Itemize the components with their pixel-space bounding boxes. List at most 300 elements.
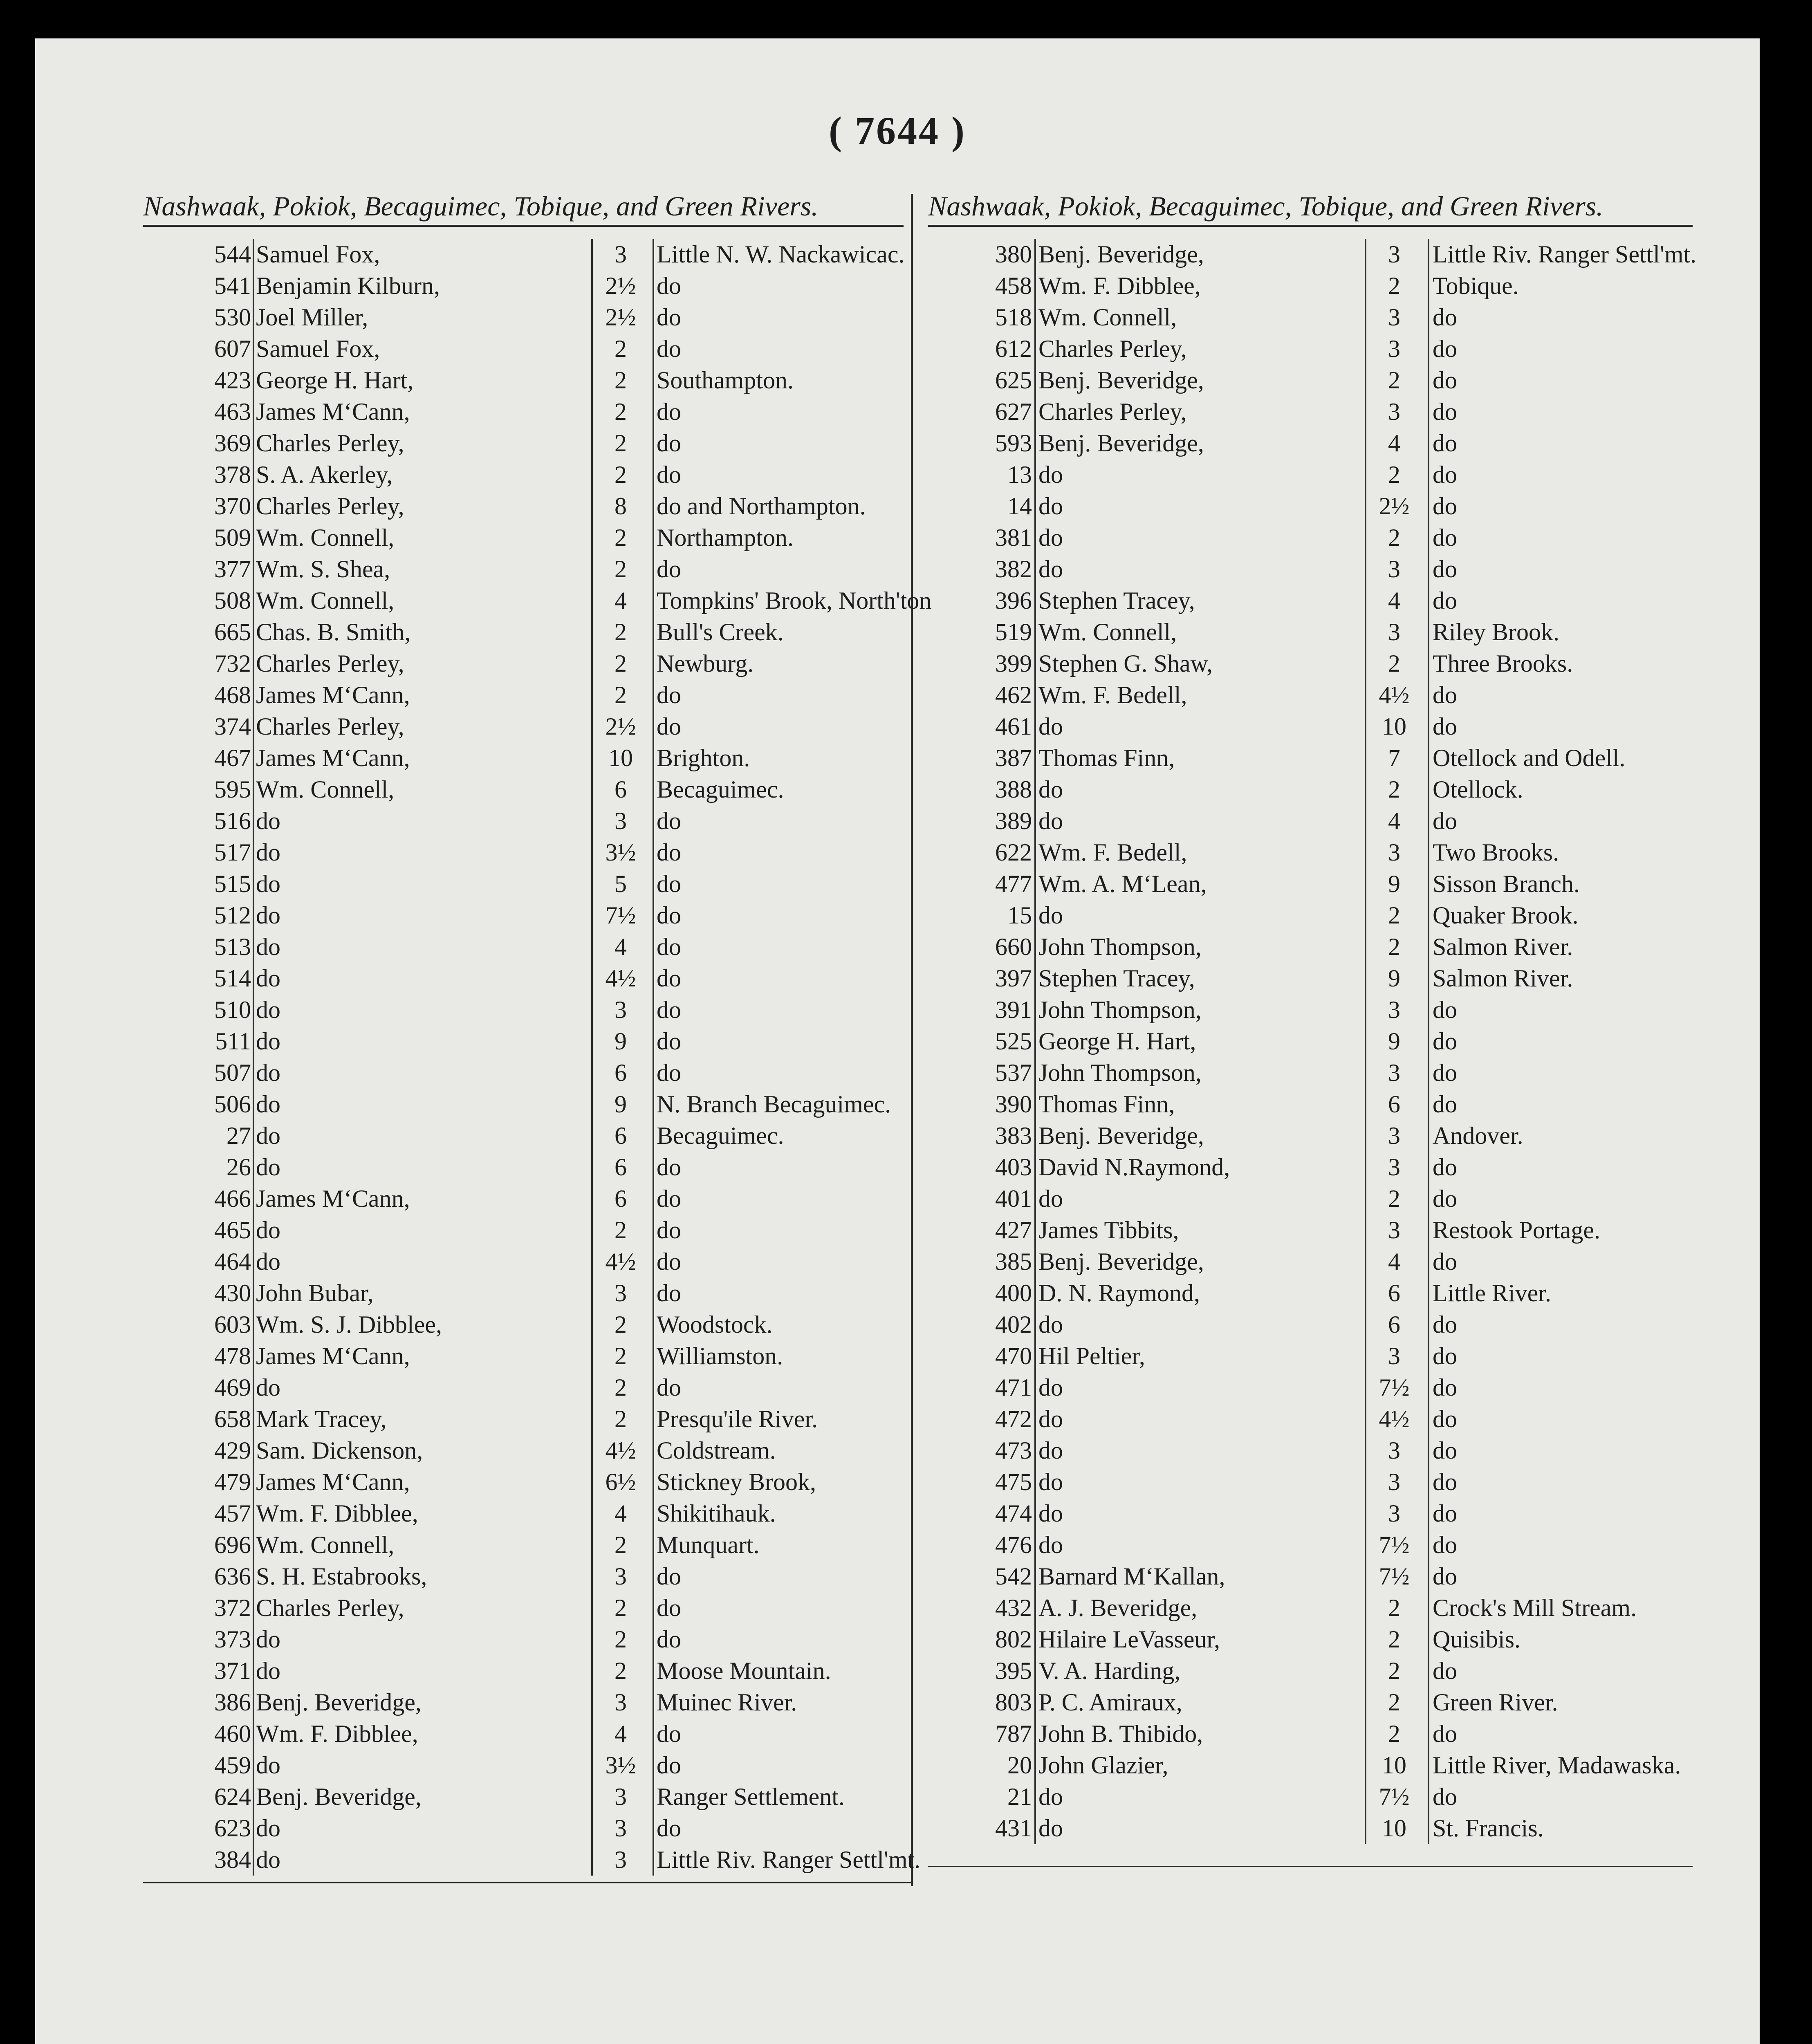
location: N. Branch Becaguimec.	[657, 1091, 891, 1118]
location: Little N. W. Nackawicac.	[657, 241, 905, 268]
grantee-name: do	[1038, 1311, 1063, 1338]
quantity: 3	[614, 807, 627, 834]
grantee-name: James Tibbits,	[1038, 1217, 1179, 1244]
grantee-name: do	[1038, 493, 1063, 520]
location: Williamston.	[657, 1342, 783, 1369]
quantity: 7½	[1379, 1531, 1410, 1558]
quantity: 6	[614, 1185, 627, 1212]
quantity: 4	[614, 1720, 627, 1747]
lot-number: 513	[214, 933, 251, 960]
lot-number: 384	[214, 1846, 251, 1873]
lot-number: 473	[995, 1437, 1032, 1464]
quantity: 2	[1388, 461, 1400, 488]
location: Salmon River.	[1433, 965, 1573, 992]
location: do	[657, 1154, 681, 1181]
quantity: 2	[614, 1217, 627, 1244]
lot-number: 510	[214, 996, 251, 1023]
location: do	[1433, 1437, 1457, 1464]
grantee-name: Samuel Fox,	[256, 335, 380, 362]
lot-number: 514	[214, 965, 251, 992]
grantee-name: do	[256, 1059, 280, 1086]
quantity: 4½	[1379, 1405, 1410, 1432]
location: do	[1433, 1468, 1457, 1495]
lot-number: 391	[995, 996, 1032, 1023]
location: do	[1433, 1091, 1457, 1118]
lot-number: 544	[214, 241, 251, 268]
quantity: 8	[614, 493, 627, 520]
quantity: 4	[1388, 430, 1400, 457]
lot-number: 478	[214, 1342, 251, 1369]
grantee-name: James M‘Cann,	[256, 1185, 410, 1212]
grantee-name: John Thompson,	[1038, 1059, 1202, 1086]
grantee-name: Wm. Connell,	[1038, 304, 1177, 331]
grantee-name: do	[1038, 776, 1063, 803]
lot-number: 400	[995, 1280, 1032, 1307]
quantity: 2	[614, 681, 627, 708]
lot-number: 377	[214, 556, 251, 583]
location: do	[1433, 461, 1457, 488]
grantee-name: do	[1038, 1500, 1063, 1527]
grantee-name: Wm. F. Bedell,	[1038, 839, 1187, 866]
grantee-name: do	[256, 1374, 280, 1401]
lot-number: 627	[995, 398, 1032, 425]
lot-number: 387	[995, 744, 1032, 771]
grantee-name: Benj. Beveridge,	[1038, 241, 1204, 268]
grantee-name: do	[1038, 1531, 1063, 1558]
grantee-name: David N.Raymond,	[1038, 1154, 1230, 1181]
quantity: 7	[1388, 744, 1400, 771]
grantee-name: Wm. Connell,	[256, 776, 395, 803]
quantity: 4	[614, 933, 627, 960]
grantee-name: Hil Peltier,	[1038, 1342, 1145, 1369]
location: do	[1433, 1028, 1457, 1055]
grantee-name: do	[256, 1815, 280, 1842]
grantee-name: Thomas Finn,	[1038, 744, 1175, 771]
grantee-name: Benj. Beveridge,	[1038, 1248, 1204, 1275]
grantee-name: Wm. F. Dibblee,	[256, 1500, 418, 1527]
grantee-name: do	[1038, 902, 1063, 929]
lot-number: 518	[995, 304, 1032, 331]
location: do	[657, 870, 681, 897]
lot-number: 732	[214, 650, 251, 677]
lot-number: 537	[995, 1059, 1032, 1086]
location: do	[1433, 1059, 1457, 1086]
grantee-name: S. A. Akerley,	[256, 461, 393, 488]
grantee-name: Charles Perley,	[256, 1594, 404, 1621]
location: do	[657, 713, 681, 740]
lot-number: 26	[226, 1154, 251, 1181]
grantee-name: Benj. Beveridge,	[1038, 1122, 1204, 1149]
quantity: 3½	[605, 1752, 636, 1779]
grantee-name: George H. Hart,	[1038, 1028, 1196, 1055]
quantity: 4½	[605, 1437, 636, 1464]
location: do	[657, 1028, 681, 1055]
lot-number: 479	[214, 1468, 251, 1495]
quantity: 2	[1388, 1720, 1400, 1747]
lot-number: 466	[214, 1185, 251, 1212]
quantity: 3	[1388, 839, 1400, 866]
quantity: 3	[614, 1815, 627, 1842]
location: do	[1433, 1374, 1457, 1401]
lot-number: 27	[226, 1122, 251, 1149]
lot-number: 507	[214, 1059, 251, 1086]
grantee-name: Charles Perley,	[256, 493, 404, 520]
right-header-rule	[928, 225, 1693, 227]
quantity: 3	[1388, 1500, 1400, 1527]
lot-number: 374	[214, 713, 251, 740]
quantity: 6	[614, 1154, 627, 1181]
location: do	[657, 1563, 681, 1590]
grantee-name: do	[256, 902, 280, 929]
quantity: 6	[1388, 1091, 1400, 1118]
lot-number: 515	[214, 870, 251, 897]
quantity: 10	[608, 744, 633, 771]
location: do	[1433, 556, 1457, 583]
quantity: 2	[1388, 933, 1400, 960]
quantity: 2	[614, 1342, 627, 1369]
lot-number: 595	[214, 776, 251, 803]
location: do	[1433, 1720, 1457, 1747]
location: Tompkins' Brook, North'ton	[657, 587, 932, 614]
location: do	[1433, 524, 1457, 551]
location: Coldstream.	[657, 1437, 776, 1464]
lot-number: 370	[214, 493, 251, 520]
lot-number: 469	[214, 1374, 251, 1401]
quantity: 3	[614, 996, 627, 1023]
lot-number: 430	[214, 1280, 251, 1307]
location: do	[1433, 996, 1457, 1023]
lot-number: 460	[214, 1720, 251, 1747]
location: do	[1433, 367, 1457, 394]
grantee-name: do	[256, 996, 280, 1023]
quantity: 7½	[1379, 1563, 1410, 1590]
quantity: 5	[614, 870, 627, 897]
lot-number: 508	[214, 587, 251, 614]
location: do	[657, 839, 681, 866]
quantity: 2	[1388, 902, 1400, 929]
grantee-name: do	[256, 1752, 280, 1779]
lot-number: 593	[995, 430, 1032, 457]
grantee-name: D. N. Raymond,	[1038, 1280, 1200, 1307]
grantee-name: do	[1038, 1374, 1063, 1401]
lot-number: 470	[995, 1342, 1032, 1369]
location: do	[1433, 713, 1457, 740]
grantee-name: Stephen Tracey,	[1038, 587, 1195, 614]
location: do	[1433, 1531, 1457, 1558]
quantity: 4	[1388, 587, 1400, 614]
lot-number: 15	[1007, 902, 1032, 929]
location: do	[657, 398, 681, 425]
lot-number: 696	[214, 1531, 251, 1558]
grantee-name: do	[1038, 556, 1063, 583]
grantee-name: do	[256, 933, 280, 960]
lot-number: 399	[995, 650, 1032, 677]
lot-number: 461	[995, 713, 1032, 740]
location: do	[657, 461, 681, 488]
location: do	[657, 1059, 681, 1086]
location: do	[657, 1217, 681, 1244]
location: do	[657, 1374, 681, 1401]
location: Green River.	[1433, 1689, 1558, 1716]
quantity: 2	[614, 1531, 627, 1558]
column-rule	[1428, 239, 1429, 1844]
quantity: 9	[1388, 965, 1400, 992]
location: do	[1433, 1248, 1457, 1275]
grantee-name: Wm. F. Dibblee,	[256, 1720, 418, 1747]
lot-number: 388	[995, 776, 1032, 803]
location: do	[657, 1280, 681, 1307]
document-page	[35, 38, 1760, 2044]
lot-number: 519	[995, 619, 1032, 645]
quantity: 2	[1388, 1626, 1400, 1653]
quantity: 2	[614, 1626, 627, 1653]
lot-number: 516	[214, 807, 251, 834]
grantee-name: Benj. Beveridge,	[256, 1689, 422, 1716]
quantity: 4	[1388, 1248, 1400, 1275]
grantee-name: do	[256, 870, 280, 897]
quantity: 2	[614, 556, 627, 583]
location: do	[1433, 681, 1457, 708]
location: Shikitihauk.	[657, 1500, 776, 1527]
grantee-name: Wm. F. Bedell,	[1038, 681, 1187, 708]
lot-number: 477	[995, 870, 1032, 897]
grantee-name: Stephen G. Shaw,	[1038, 650, 1213, 677]
quantity: 7½	[1379, 1374, 1410, 1401]
grantee-name: do	[256, 1028, 280, 1055]
lot-number: 468	[214, 681, 251, 708]
location: Little Riv. Ranger Settl'mt.	[1433, 241, 1697, 268]
lot-number: 525	[995, 1028, 1032, 1055]
quantity: 6	[1388, 1280, 1400, 1307]
lot-number: 402	[995, 1311, 1032, 1338]
location: do	[1433, 587, 1457, 614]
column-rule	[253, 239, 254, 1876]
location: Three Brooks.	[1433, 650, 1573, 677]
quantity: 4	[1388, 807, 1400, 834]
lot-number: 467	[214, 744, 251, 771]
quantity: 9	[1388, 870, 1400, 897]
quantity: 3	[1388, 1342, 1400, 1369]
quantity: 2	[614, 1374, 627, 1401]
location: do	[1433, 335, 1457, 362]
lot-number: 530	[214, 304, 251, 331]
location: Restook Portage.	[1433, 1217, 1600, 1244]
right-table-bottom-rule	[928, 1866, 1693, 1867]
lot-number: 396	[995, 587, 1032, 614]
grantee-name: do	[256, 1154, 280, 1181]
quantity: 3	[614, 1280, 627, 1307]
grantee-name: Charles Perley,	[256, 430, 404, 457]
grantee-name: Hilaire LeVasseur,	[1038, 1626, 1220, 1653]
lot-number: 612	[995, 335, 1032, 362]
lot-number: 372	[214, 1594, 251, 1621]
grantee-name: Wm. A. M‘Lean,	[1038, 870, 1207, 897]
lot-number: 385	[995, 1248, 1032, 1275]
quantity: 4½	[1379, 681, 1410, 708]
location: Two Brooks.	[1433, 839, 1559, 866]
quantity: 3	[614, 1783, 627, 1810]
grantee-name: do	[256, 839, 280, 866]
quantity: 3	[1388, 1437, 1400, 1464]
quantity: 3	[614, 1563, 627, 1590]
lot-number: 369	[214, 430, 251, 457]
lot-number: 603	[214, 1311, 251, 1338]
location: do	[657, 1248, 681, 1275]
location: Quisibis.	[1433, 1626, 1521, 1653]
quantity: 3	[1388, 1154, 1400, 1181]
quantity: 2	[614, 619, 627, 645]
grantee-name: Benjamin Kilburn,	[256, 272, 440, 299]
location: do	[1433, 1500, 1457, 1527]
location: Sisson Branch.	[1433, 870, 1580, 897]
lot-number: 381	[995, 524, 1032, 551]
grantee-name: V. A. Harding,	[1038, 1657, 1181, 1684]
location: do and Northampton.	[657, 493, 866, 520]
lot-number: 383	[995, 1122, 1032, 1149]
location: do	[657, 430, 681, 457]
location: do	[657, 335, 681, 362]
grantee-name: do	[256, 1626, 280, 1653]
grantee-name: P. C. Amiraux,	[1038, 1689, 1182, 1716]
quantity: 2	[1388, 367, 1400, 394]
lot-number: 625	[995, 367, 1032, 394]
location: do	[657, 304, 681, 331]
grantee-name: do	[1038, 1783, 1063, 1810]
location: do	[1433, 1342, 1457, 1369]
quantity: 2	[614, 461, 627, 488]
grantee-name: John Bubar,	[256, 1280, 374, 1307]
grantee-name: James M‘Cann,	[256, 398, 410, 425]
grantee-name: do	[1038, 1437, 1063, 1464]
grantee-name: do	[256, 965, 280, 992]
location: do	[1433, 1405, 1457, 1432]
quantity: 2	[614, 367, 627, 394]
grantee-name: Joel Miller,	[256, 304, 368, 331]
grantee-name: do	[256, 807, 280, 834]
grantee-name: Wm. S. J. Dibblee,	[256, 1311, 442, 1338]
location: do	[657, 1815, 681, 1842]
grantee-name: Benj. Beveridge,	[1038, 367, 1204, 394]
location: do	[657, 556, 681, 583]
lot-number: 386	[214, 1689, 251, 1716]
grantee-name: do	[1038, 1185, 1063, 1212]
grantee-name: do	[256, 1091, 280, 1118]
lot-number: 401	[995, 1185, 1032, 1212]
quantity: 2	[1388, 272, 1400, 299]
grantee-name: do	[1038, 807, 1063, 834]
location: Otellock and Odell.	[1433, 744, 1626, 771]
location: St. Francis.	[1433, 1815, 1544, 1842]
location: do	[1433, 1563, 1457, 1590]
left-header-rule	[143, 225, 904, 227]
quantity: 4	[614, 1500, 627, 1527]
quantity: 2	[1388, 1594, 1400, 1621]
grantee-name: John Thompson,	[1038, 996, 1202, 1023]
lot-number: 802	[995, 1626, 1032, 1653]
grantee-name: Barnard M‘Kallan,	[1038, 1563, 1225, 1590]
lot-number: 474	[995, 1500, 1032, 1527]
location: Becaguimec.	[657, 1122, 784, 1149]
grantee-name: Charles Perley,	[256, 713, 404, 740]
grantee-name: do	[1038, 1405, 1063, 1432]
quantity: 2	[614, 430, 627, 457]
location: Little River.	[1433, 1280, 1551, 1307]
quantity: 3	[1388, 335, 1400, 362]
location: Munquart.	[657, 1531, 760, 1558]
grantee-name: A. J. Beveridge,	[1038, 1594, 1198, 1621]
column-rule	[1365, 239, 1366, 1844]
lot-number: 458	[995, 272, 1032, 299]
grantee-name: S. H. Estabrooks,	[256, 1563, 427, 1590]
lot-number: 462	[995, 681, 1032, 708]
lot-number: 20	[1007, 1752, 1032, 1779]
location: Little Riv. Ranger Settl'mt.	[657, 1846, 921, 1873]
lot-number: 457	[214, 1500, 251, 1527]
grantee-name: George H. Hart,	[256, 367, 414, 394]
location: Woodstock.	[657, 1311, 773, 1338]
grantee-name: Chas. B. Smith,	[256, 619, 411, 645]
lot-number: 21	[1007, 1783, 1032, 1810]
lot-number: 517	[214, 839, 251, 866]
grantee-name: Wm. Connell,	[256, 587, 395, 614]
lot-number: 665	[214, 619, 251, 645]
grantee-name: do	[1038, 461, 1063, 488]
quantity: 2	[1388, 650, 1400, 677]
quantity: 2	[614, 398, 627, 425]
location: do	[657, 807, 681, 834]
grantee-name: do	[256, 1122, 280, 1149]
lot-number: 463	[214, 398, 251, 425]
lot-number: 787	[995, 1720, 1032, 1747]
location: do	[1433, 1783, 1457, 1810]
lot-number: 512	[214, 902, 251, 929]
grantee-name: do	[1038, 713, 1063, 740]
grantee-name: Sam. Dickenson,	[256, 1437, 423, 1464]
lot-number: 397	[995, 965, 1032, 992]
location: do	[1433, 398, 1457, 425]
quantity: 4½	[605, 1248, 636, 1275]
lot-number: 542	[995, 1563, 1032, 1590]
grantee-name: Wm. Connell,	[1038, 619, 1177, 645]
location: Little River, Madawaska.	[1433, 1752, 1681, 1779]
quantity: 6	[614, 776, 627, 803]
lot-number: 506	[214, 1091, 251, 1118]
lot-number: 431	[995, 1815, 1032, 1842]
grantee-name: John Glazier,	[1038, 1752, 1168, 1779]
grantee-name: do	[256, 1217, 280, 1244]
grantee-name: do	[256, 1657, 280, 1684]
lot-number: 475	[995, 1468, 1032, 1495]
quantity: 3	[1388, 619, 1400, 645]
lot-number: 658	[214, 1405, 251, 1432]
lot-number: 427	[995, 1217, 1032, 1244]
location: do	[1433, 430, 1457, 457]
quantity: 9	[614, 1028, 627, 1055]
lot-number: 403	[995, 1154, 1032, 1181]
grantee-name: do	[1038, 1468, 1063, 1495]
lot-number: 660	[995, 933, 1032, 960]
quantity: 3	[1388, 304, 1400, 331]
quantity: 2	[614, 524, 627, 551]
location: Moose Mountain.	[657, 1657, 831, 1684]
lot-number: 607	[214, 335, 251, 362]
column-rule	[591, 239, 593, 1876]
quantity: 3	[1388, 1468, 1400, 1495]
location: Newburg.	[657, 650, 754, 677]
location: do	[1433, 1657, 1457, 1684]
grantee-name: Stephen Tracey,	[1038, 965, 1195, 992]
location: do	[1433, 304, 1457, 331]
